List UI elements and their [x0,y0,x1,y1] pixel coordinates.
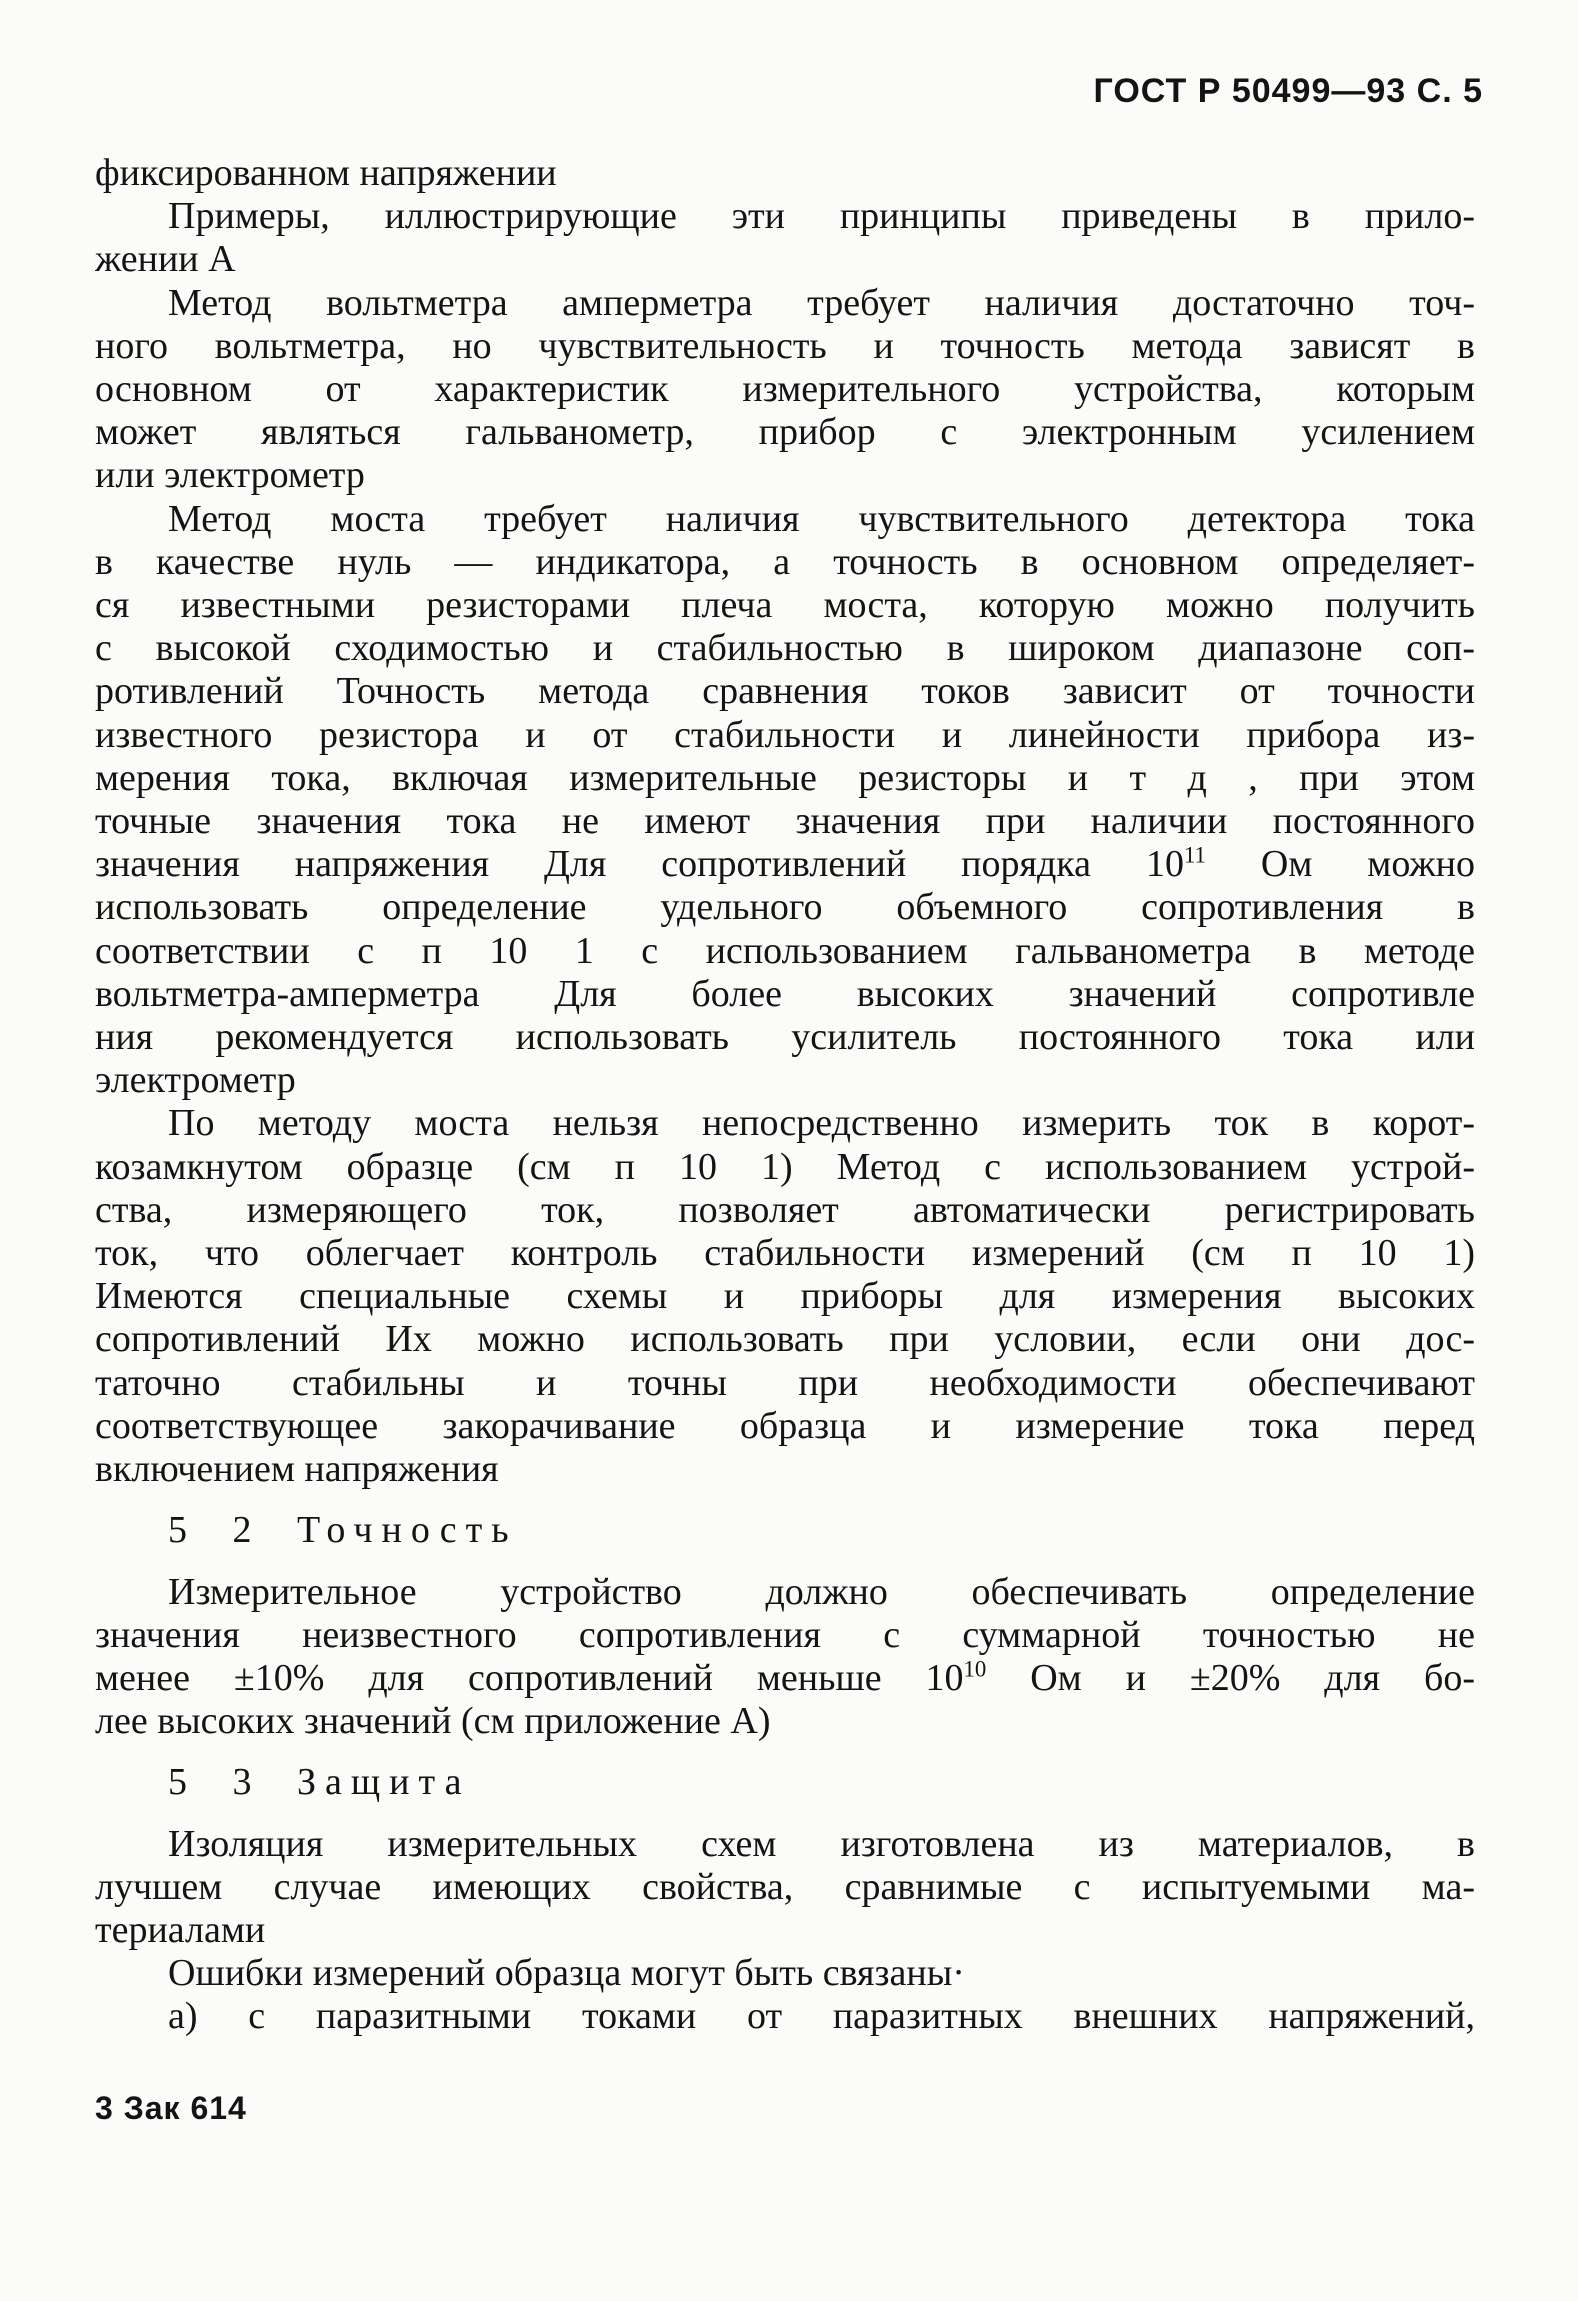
line-text: менее ±10% для сопротивлений меньше 10 [95,1656,964,1699]
paragraph-line: Измерительное устройство должно обеспечивать определение [168,1570,1475,1613]
paragraph-line: фиксированном напряжении [95,152,557,194]
paragraph-line: ся известными резисторами плеча моста, которую можно получить [95,584,1475,627]
paragraph-line: вольтметра-амперметра Для более высоких значений сопротивле [95,972,1475,1015]
page-header: ГОСТ Р 50499—93 С. 5 [1093,72,1483,110]
paragraph-line: соответствии с п 10 1 с использованием гальванометра в методе [95,929,1475,972]
paragraph-line: значения неизвестного сопротивления с суммарной точностью не [95,1613,1475,1656]
superscript: 10 [963,1656,987,1682]
paragraph-line: ства, измеряющего ток, позволяет автоматически регистрировать [95,1188,1475,1231]
superscript: 11 [1183,843,1206,868]
paragraph-line: Метод вольтметра амперметра требует наличия достаточно точ- [168,281,1475,324]
section-heading-protection: 5 3 Защита [168,1761,471,1804]
line-text-tail: Ом можно [1205,843,1475,886]
paragraph-line: в качестве нуль — индикатора, а точность в основном определяет- [95,540,1475,583]
line-text: значения напряжения Для сопротивлений порядка 10 [95,843,1184,886]
paragraph-line: мерения тока, включая измерительные резисторы и т д , при этом [95,756,1475,799]
list-item-a: а) с паразитными токами от паразитных внешних напряжений, [168,1995,1475,2038]
paragraph-line: териалами [95,1908,266,1951]
paragraph-line: включением напряжения [95,1448,499,1491]
errors-intro: Ошибки измерений образца могут быть связаны· [168,1952,965,1995]
paragraph-line: электрометр [95,1059,296,1102]
paragraph-line: лее высоких значений (см приложение А) [95,1700,771,1743]
section-heading-accuracy: 5 2 Точность [168,1509,518,1552]
paragraph-line: Примеры, иллюстрирующие эти принципы приведены в прило- [168,195,1475,238]
paragraph-line: известного резистора и от стабильности и линейности прибора из- [95,713,1475,756]
paragraph-line: По методу моста нельзя непосредственно измерить ток в корот- [168,1102,1475,1145]
paragraph-line-with-superscript [95,1657,1475,1700]
paragraph-line: ротивлений Точность метода сравнения токов зависит от точности [95,670,1475,713]
paragraph-line: соответствующее закорачивание образца и измерение тока перед [95,1404,1475,1447]
paragraph-line: ного вольтметра, но чувствительность и точность метода зависят в [95,324,1475,367]
paragraph-line: козамкнутом образце (см п 10 1) Метод с использованием устрой- [95,1145,1475,1188]
paragraph-line: Изоляция измерительных схем изготовлена из материалов, в [168,1822,1475,1865]
paragraph-line: таточно стабильны и точны при необходимости обеспечивают [95,1361,1475,1404]
paragraph-line: Метод моста требует наличия чувствительного детектора тока [168,497,1475,540]
paragraph-line: точные значения тока не имеют значения при наличии постоянного [95,800,1475,843]
paragraph-line: ток, что облегчает контроль стабильности измерений (см п 10 1) [95,1232,1475,1275]
page-footer: 3 Зак 614 [95,2090,247,2126]
paragraph-line: или электрометр [95,454,365,497]
paragraph-line: с высокой сходимостью и стабильностью в широком диапазоне соп- [95,627,1475,670]
paragraph-line: Имеются специальные схемы и приборы для измерения высоких [95,1275,1475,1318]
paragraph-line: использовать определение удельного объемного сопротивления в [95,886,1475,929]
paragraph-line-with-superscript [95,843,1475,886]
paragraph-line: может являться гальванометр, прибор с электронным усилением [95,411,1475,454]
paragraph-line: сопротивлений Их можно использовать при условии, если они дос- [95,1318,1475,1361]
paragraph-line: жении А [95,238,236,281]
paragraph-line: основном от характеристик измерительного устройства, которым [95,368,1475,411]
paragraph-line: лучшем случае имеющих свойства, сравнимые с испытуемыми ма- [95,1865,1475,1908]
paragraph-line: ния рекомендуется использовать усилитель постоянного тока или [95,1016,1475,1059]
line-text-tail: Ом и ±20% для бо- [986,1656,1475,1699]
body-text [95,152,1475,2039]
